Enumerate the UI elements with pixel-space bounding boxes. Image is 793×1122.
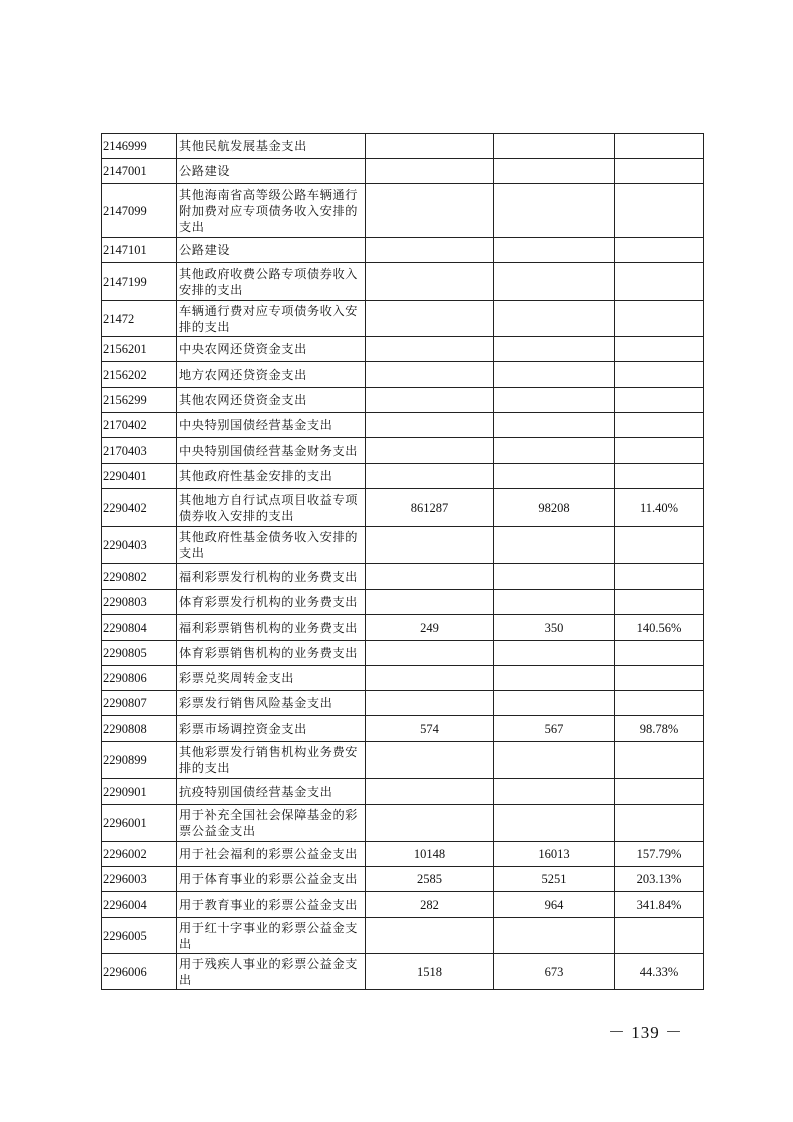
cell-code: 2170402 [102, 413, 177, 438]
cell-value-1: 10148 [366, 842, 494, 867]
cell-code: 2290803 [102, 590, 177, 615]
cell-value-2: 5251 [494, 867, 615, 892]
cell-item-name: 公路建设 [177, 159, 366, 184]
table-row [102, 301, 704, 337]
cell-percent [615, 641, 704, 666]
table-row [102, 159, 704, 184]
cell-item-name: 体育彩票发行机构的业务费支出 [177, 590, 366, 615]
cell-value-2 [494, 666, 615, 691]
cell-item-name: 抗疫特别国债经营基金支出 [177, 779, 366, 805]
cell-percent [615, 464, 704, 489]
cell-code: 2290901 [102, 779, 177, 805]
cell-code: 2290802 [102, 564, 177, 590]
cell-percent [615, 301, 704, 337]
cell-code: 2156202 [102, 362, 177, 388]
cell-value-1: 1518 [366, 954, 494, 990]
cell-value-2: 673 [494, 954, 615, 990]
cell-code: 2147101 [102, 238, 177, 263]
cell-code: 2290807 [102, 691, 177, 716]
cell-code: 2290899 [102, 742, 177, 779]
table-row [102, 362, 704, 388]
cell-percent: 44.33% [615, 954, 704, 990]
cell-item-name: 用于补充全国社会保障基金的彩票公益金支出 [177, 805, 366, 842]
cell-code: 2290805 [102, 641, 177, 666]
cell-value-2 [494, 590, 615, 615]
cell-code: 2296003 [102, 867, 177, 892]
cell-value-2 [494, 134, 615, 159]
cell-value-2 [494, 527, 615, 564]
cell-item-name: 用于社会福利的彩票公益金支出 [177, 842, 366, 867]
cell-item-name: 用于残疾人事业的彩票公益金支出 [177, 954, 366, 990]
cell-value-1 [366, 918, 494, 954]
cell-code: 2147099 [102, 184, 177, 238]
cell-item-name: 福利彩票发行机构的业务费支出 [177, 564, 366, 590]
cell-value-1: 574 [366, 716, 494, 742]
cell-value-2 [494, 337, 615, 362]
cell-value-1 [366, 438, 494, 464]
cell-item-name: 其他彩票发行销售机构业务费安排的支出 [177, 742, 366, 779]
cell-item-name: 用于教育事业的彩票公益金支出 [177, 892, 366, 918]
table-row [102, 238, 704, 263]
cell-value-2 [494, 388, 615, 413]
cell-item-name: 地方农网还贷资金支出 [177, 362, 366, 388]
cell-code: 2296002 [102, 842, 177, 867]
cell-value-2 [494, 742, 615, 779]
cell-value-2: 350 [494, 615, 615, 641]
cell-item-name: 其他政府收费公路专项债券收入安排的支出 [177, 263, 366, 301]
table-row [102, 716, 704, 742]
cell-item-name: 体育彩票销售机构的业务费支出 [177, 641, 366, 666]
table-row [102, 742, 704, 779]
cell-percent: 341.84% [615, 892, 704, 918]
cell-value-1 [366, 413, 494, 438]
cell-item-name: 中央特别国债经营基金财务支出 [177, 438, 366, 464]
cell-code: 2146999 [102, 134, 177, 159]
cell-percent: 11.40% [615, 489, 704, 527]
cell-percent: 140.56% [615, 615, 704, 641]
cell-value-1 [366, 564, 494, 590]
cell-percent [615, 527, 704, 564]
cell-item-name: 其他农网还贷资金支出 [177, 388, 366, 413]
cell-value-2 [494, 413, 615, 438]
cell-item-name: 其他地方自行试点项目收益专项债券收入安排的支出 [177, 489, 366, 527]
cell-item-name: 车辆通行费对应专项债务收入安排的支出 [177, 301, 366, 337]
cell-value-1 [366, 337, 494, 362]
cell-value-1 [366, 362, 494, 388]
cell-value-1 [366, 238, 494, 263]
cell-percent [615, 159, 704, 184]
cell-value-2 [494, 805, 615, 842]
table-row [102, 805, 704, 842]
cell-value-2 [494, 691, 615, 716]
cell-value-2 [494, 263, 615, 301]
cell-percent [615, 184, 704, 238]
cell-code: 2156201 [102, 337, 177, 362]
cell-value-1 [366, 590, 494, 615]
cell-value-1: 249 [366, 615, 494, 641]
cell-item-name: 彩票兑奖周转金支出 [177, 666, 366, 691]
cell-value-2 [494, 779, 615, 805]
cell-value-1 [366, 184, 494, 238]
cell-value-1 [366, 641, 494, 666]
cell-code: 2296001 [102, 805, 177, 842]
cell-percent: 98.78% [615, 716, 704, 742]
cell-value-1: 282 [366, 892, 494, 918]
table-row [102, 691, 704, 716]
cell-code: 2296004 [102, 892, 177, 918]
cell-value-2: 567 [494, 716, 615, 742]
cell-item-name: 中央特别国债经营基金支出 [177, 413, 366, 438]
cell-code: 2170403 [102, 438, 177, 464]
cell-value-1 [366, 779, 494, 805]
table-row [102, 564, 704, 590]
cell-value-1: 861287 [366, 489, 494, 527]
budget-table-body [102, 134, 704, 990]
cell-value-2 [494, 159, 615, 184]
table-row [102, 464, 704, 489]
table-row [102, 918, 704, 954]
cell-value-2: 98208 [494, 489, 615, 527]
cell-item-name: 福利彩票销售机构的业务费支出 [177, 615, 366, 641]
cell-code: 2290403 [102, 527, 177, 564]
table-row [102, 892, 704, 918]
cell-code: 2296006 [102, 954, 177, 990]
cell-value-1 [366, 134, 494, 159]
cell-code: 2290401 [102, 464, 177, 489]
cell-value-1 [366, 691, 494, 716]
cell-value-2 [494, 184, 615, 238]
cell-percent [615, 590, 704, 615]
cell-percent [615, 337, 704, 362]
cell-code: 2147199 [102, 263, 177, 301]
cell-code: 2296005 [102, 918, 177, 954]
cell-value-1 [366, 527, 494, 564]
cell-percent [615, 666, 704, 691]
table-row [102, 779, 704, 805]
table-row [102, 134, 704, 159]
cell-code: 2156299 [102, 388, 177, 413]
cell-item-name: 公路建设 [177, 238, 366, 263]
cell-value-2 [494, 918, 615, 954]
cell-percent [615, 564, 704, 590]
cell-value-2 [494, 238, 615, 263]
cell-percent [615, 779, 704, 805]
table-row [102, 489, 704, 527]
table-row [102, 842, 704, 867]
cell-percent [615, 238, 704, 263]
cell-value-2 [494, 564, 615, 590]
cell-code: 2290804 [102, 615, 177, 641]
cell-code: 2290806 [102, 666, 177, 691]
cell-percent [615, 438, 704, 464]
cell-value-2 [494, 464, 615, 489]
cell-percent [615, 263, 704, 301]
cell-value-1 [366, 666, 494, 691]
table-row [102, 867, 704, 892]
cell-percent [615, 691, 704, 716]
cell-value-1 [366, 263, 494, 301]
cell-value-1 [366, 805, 494, 842]
cell-item-name: 彩票发行销售风险基金支出 [177, 691, 366, 716]
table-row [102, 641, 704, 666]
cell-value-1 [366, 388, 494, 413]
cell-value-2: 16013 [494, 842, 615, 867]
cell-value-2 [494, 641, 615, 666]
table-row [102, 666, 704, 691]
cell-value-1 [366, 464, 494, 489]
cell-percent [615, 388, 704, 413]
table-row [102, 954, 704, 990]
table-row [102, 337, 704, 362]
cell-value-2 [494, 438, 615, 464]
cell-value-1 [366, 742, 494, 779]
cell-value-1 [366, 159, 494, 184]
cell-item-name: 彩票市场调控资金支出 [177, 716, 366, 742]
cell-percent [615, 134, 704, 159]
cell-item-name: 其他政府性基金安排的支出 [177, 464, 366, 489]
cell-code: 2147001 [102, 159, 177, 184]
cell-percent [615, 362, 704, 388]
table-row [102, 590, 704, 615]
table-row [102, 527, 704, 564]
cell-percent [615, 742, 704, 779]
cell-item-name: 用于红十字事业的彩票公益金支出 [177, 918, 366, 954]
cell-percent: 157.79% [615, 842, 704, 867]
cell-value-2: 964 [494, 892, 615, 918]
page-number: － 139 － [608, 1023, 683, 1042]
table-row [102, 615, 704, 641]
cell-percent [615, 805, 704, 842]
cell-item-name: 中央农网还贷资金支出 [177, 337, 366, 362]
cell-value-1 [366, 301, 494, 337]
cell-percent: 203.13% [615, 867, 704, 892]
cell-item-name: 其他政府性基金债务收入安排的支出 [177, 527, 366, 564]
cell-item-name: 其他民航发展基金支出 [177, 134, 366, 159]
cell-value-2 [494, 362, 615, 388]
cell-item-name: 用于体育事业的彩票公益金支出 [177, 867, 366, 892]
cell-code: 21472 [102, 301, 177, 337]
budget-table [101, 133, 704, 990]
table-row [102, 263, 704, 301]
table-row [102, 438, 704, 464]
cell-value-2 [494, 301, 615, 337]
cell-value-1: 2585 [366, 867, 494, 892]
table-row [102, 413, 704, 438]
cell-code: 2290808 [102, 716, 177, 742]
cell-percent [615, 413, 704, 438]
cell-code: 2290402 [102, 489, 177, 527]
cell-percent [615, 918, 704, 954]
table-row [102, 388, 704, 413]
cell-item-name: 其他海南省高等级公路车辆通行附加费对应专项债务收入安排的支出 [177, 184, 366, 238]
table-row [102, 184, 704, 238]
